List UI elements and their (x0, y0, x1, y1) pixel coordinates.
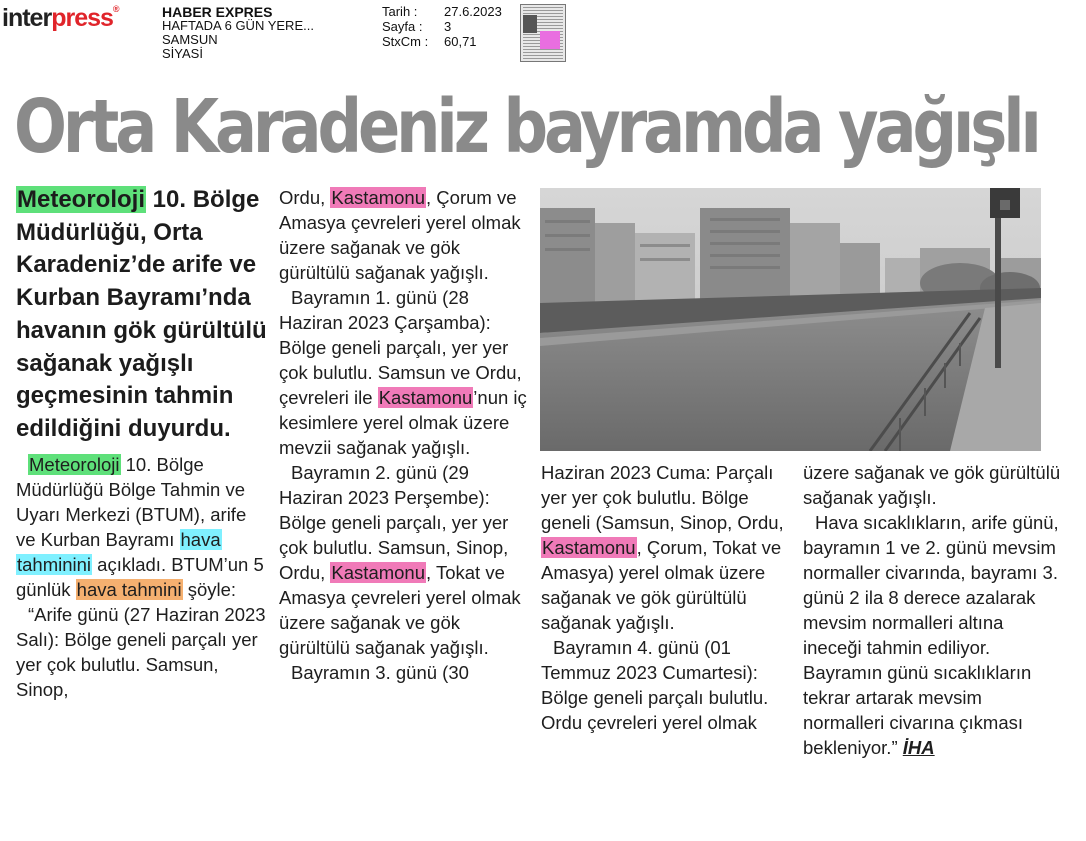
page-value: 3 (444, 19, 452, 34)
keyword-highlight-kastamonu: Kastamonu (331, 562, 426, 583)
paragraph: Hava sıcaklıkların, arife günü, bayramın 1 ve 2. günü mevsim normaller civarında, bayramı 3. günü 2 ila 8 derece azalarak mevsim normalleri altına ineceği tahmin ediliyor. Bayramın günü sıcaklıkların tekrar artarak mevsim normalleri civarına çıkması bekleniyor.” İHA (803, 512, 1059, 758)
paragraph: Bayramın 2. günü (29 Haziran 2023 Perşembe): Bölge geneli parçalı, yer yer çok bulutlu. Samsun, Sinop, Ordu, Kastamonu, Tokat ve Amasya çevreleri yerel olmak üzere sağanak ve gök gürültülü sağanak yağışlı. (279, 462, 521, 658)
article-headline: Orta Karadeniz bayramda yağışlı (14, 82, 1038, 170)
interpress-logo: interpress® (2, 4, 120, 32)
size-value: 60,71 (444, 34, 477, 49)
date-label: Tarih : (382, 4, 418, 19)
article-column-1 (16, 184, 268, 702)
publication-info (162, 5, 314, 61)
keyword-highlight-tahminini: tahminini (17, 553, 92, 575)
paragraph: Meteoroloji 10. Bölge Müdürlüğü Bölge Tahmin ve Uyarı Merkezi (BTUM), arife ve Kurban Bayramı hava tahminini açıkladı. BTUM’un 5 günlük hava tahmini şöyle: (16, 453, 264, 600)
article-column-2 (279, 185, 531, 685)
size-label: StxCm : (382, 34, 429, 49)
paragraph: Haziran 2023 Cuma: Parçalı yer yer çok bulutlu. Bölge geneli (Samsun, Sinop, Ordu, Kastamonu, Çorum, Tokat ve Amasya) yerel olmak üzere sağanak ve gök gürültülü sağanak yağışlı. (541, 462, 784, 633)
article-column-3 (541, 460, 793, 735)
paragraph: üzere sağanak ve gök gürültülü sağanak yağışlı. (803, 462, 1061, 508)
thumbnail-photo-block (523, 15, 537, 33)
keyword-highlight-kastamonu: Kastamonu (378, 387, 473, 408)
keyword-highlight-hava-tahmini: hava tahmini (76, 578, 182, 600)
agency-signature: İHA (902, 737, 935, 758)
thumbnail-article-highlight (540, 31, 560, 49)
keyword-highlight-meteoroloji: Meteoroloji (17, 186, 146, 213)
paragraph: Bayramın 1. günü (28 Haziran 2023 Çarşamba): Bölge geneli parçalı, yer yer çok bulutlu. Samsun ve Ordu, çevreleri ile Kastamonu’nun iç kesimlere yerel olmak üzere mevzii sağanak yağışlı. (279, 287, 527, 458)
paragraph: Bayramın 4. günü (01 Temmuz 2023 Cumartesi): Bölge geneli parçalı bulutlu. Ordu çevreleri yerel olmak (541, 637, 769, 733)
publication-city: SAMSUN (162, 32, 218, 47)
date-value: 27.6.2023 (444, 4, 502, 19)
keyword-highlight-kastamonu: Kastamonu (542, 537, 636, 558)
article-lead: Meteoroloji 10. Bölge Müdürlüğü, Orta Karadeniz’de arife ve Kurban Bayramı’nda havanın gök gürültülü sağanak yağışlı geçmesinin tahmin edildiğini duyurdu. (16, 186, 267, 442)
publication-frequency: HAFTADA 6 GÜN YERE... (162, 18, 314, 33)
page-label: Sayfa : (382, 19, 423, 34)
keyword-highlight-kastamonu: Kastamonu (331, 187, 426, 208)
paragraph: Bayramın 3. günü (30 (291, 662, 469, 683)
page-thumbnail[interactable] (520, 4, 566, 62)
article-column-4 (803, 460, 1065, 760)
publication-name: HABER EXPRES (162, 4, 273, 20)
keyword-highlight-hava: hava (180, 528, 221, 550)
keyword-highlight-meteoroloji: Meteoroloji (29, 453, 120, 475)
publication-category: SİYASİ (162, 46, 203, 61)
paragraph: Ordu, Kastamonu, Çorum ve Amasya çevreleri yerel olmak üzere sağanak ve gök gürültülü sağanak yağışlı. (279, 187, 521, 283)
clipping-meta (382, 4, 502, 49)
paragraph: “Arife günü (27 Haziran 2023 Salı): Bölge geneli parçalı yer yer çok bulutlu. Samsun, Sinop, (16, 603, 266, 700)
article-photo (540, 188, 1041, 451)
street-photo-illustration (540, 188, 1041, 451)
